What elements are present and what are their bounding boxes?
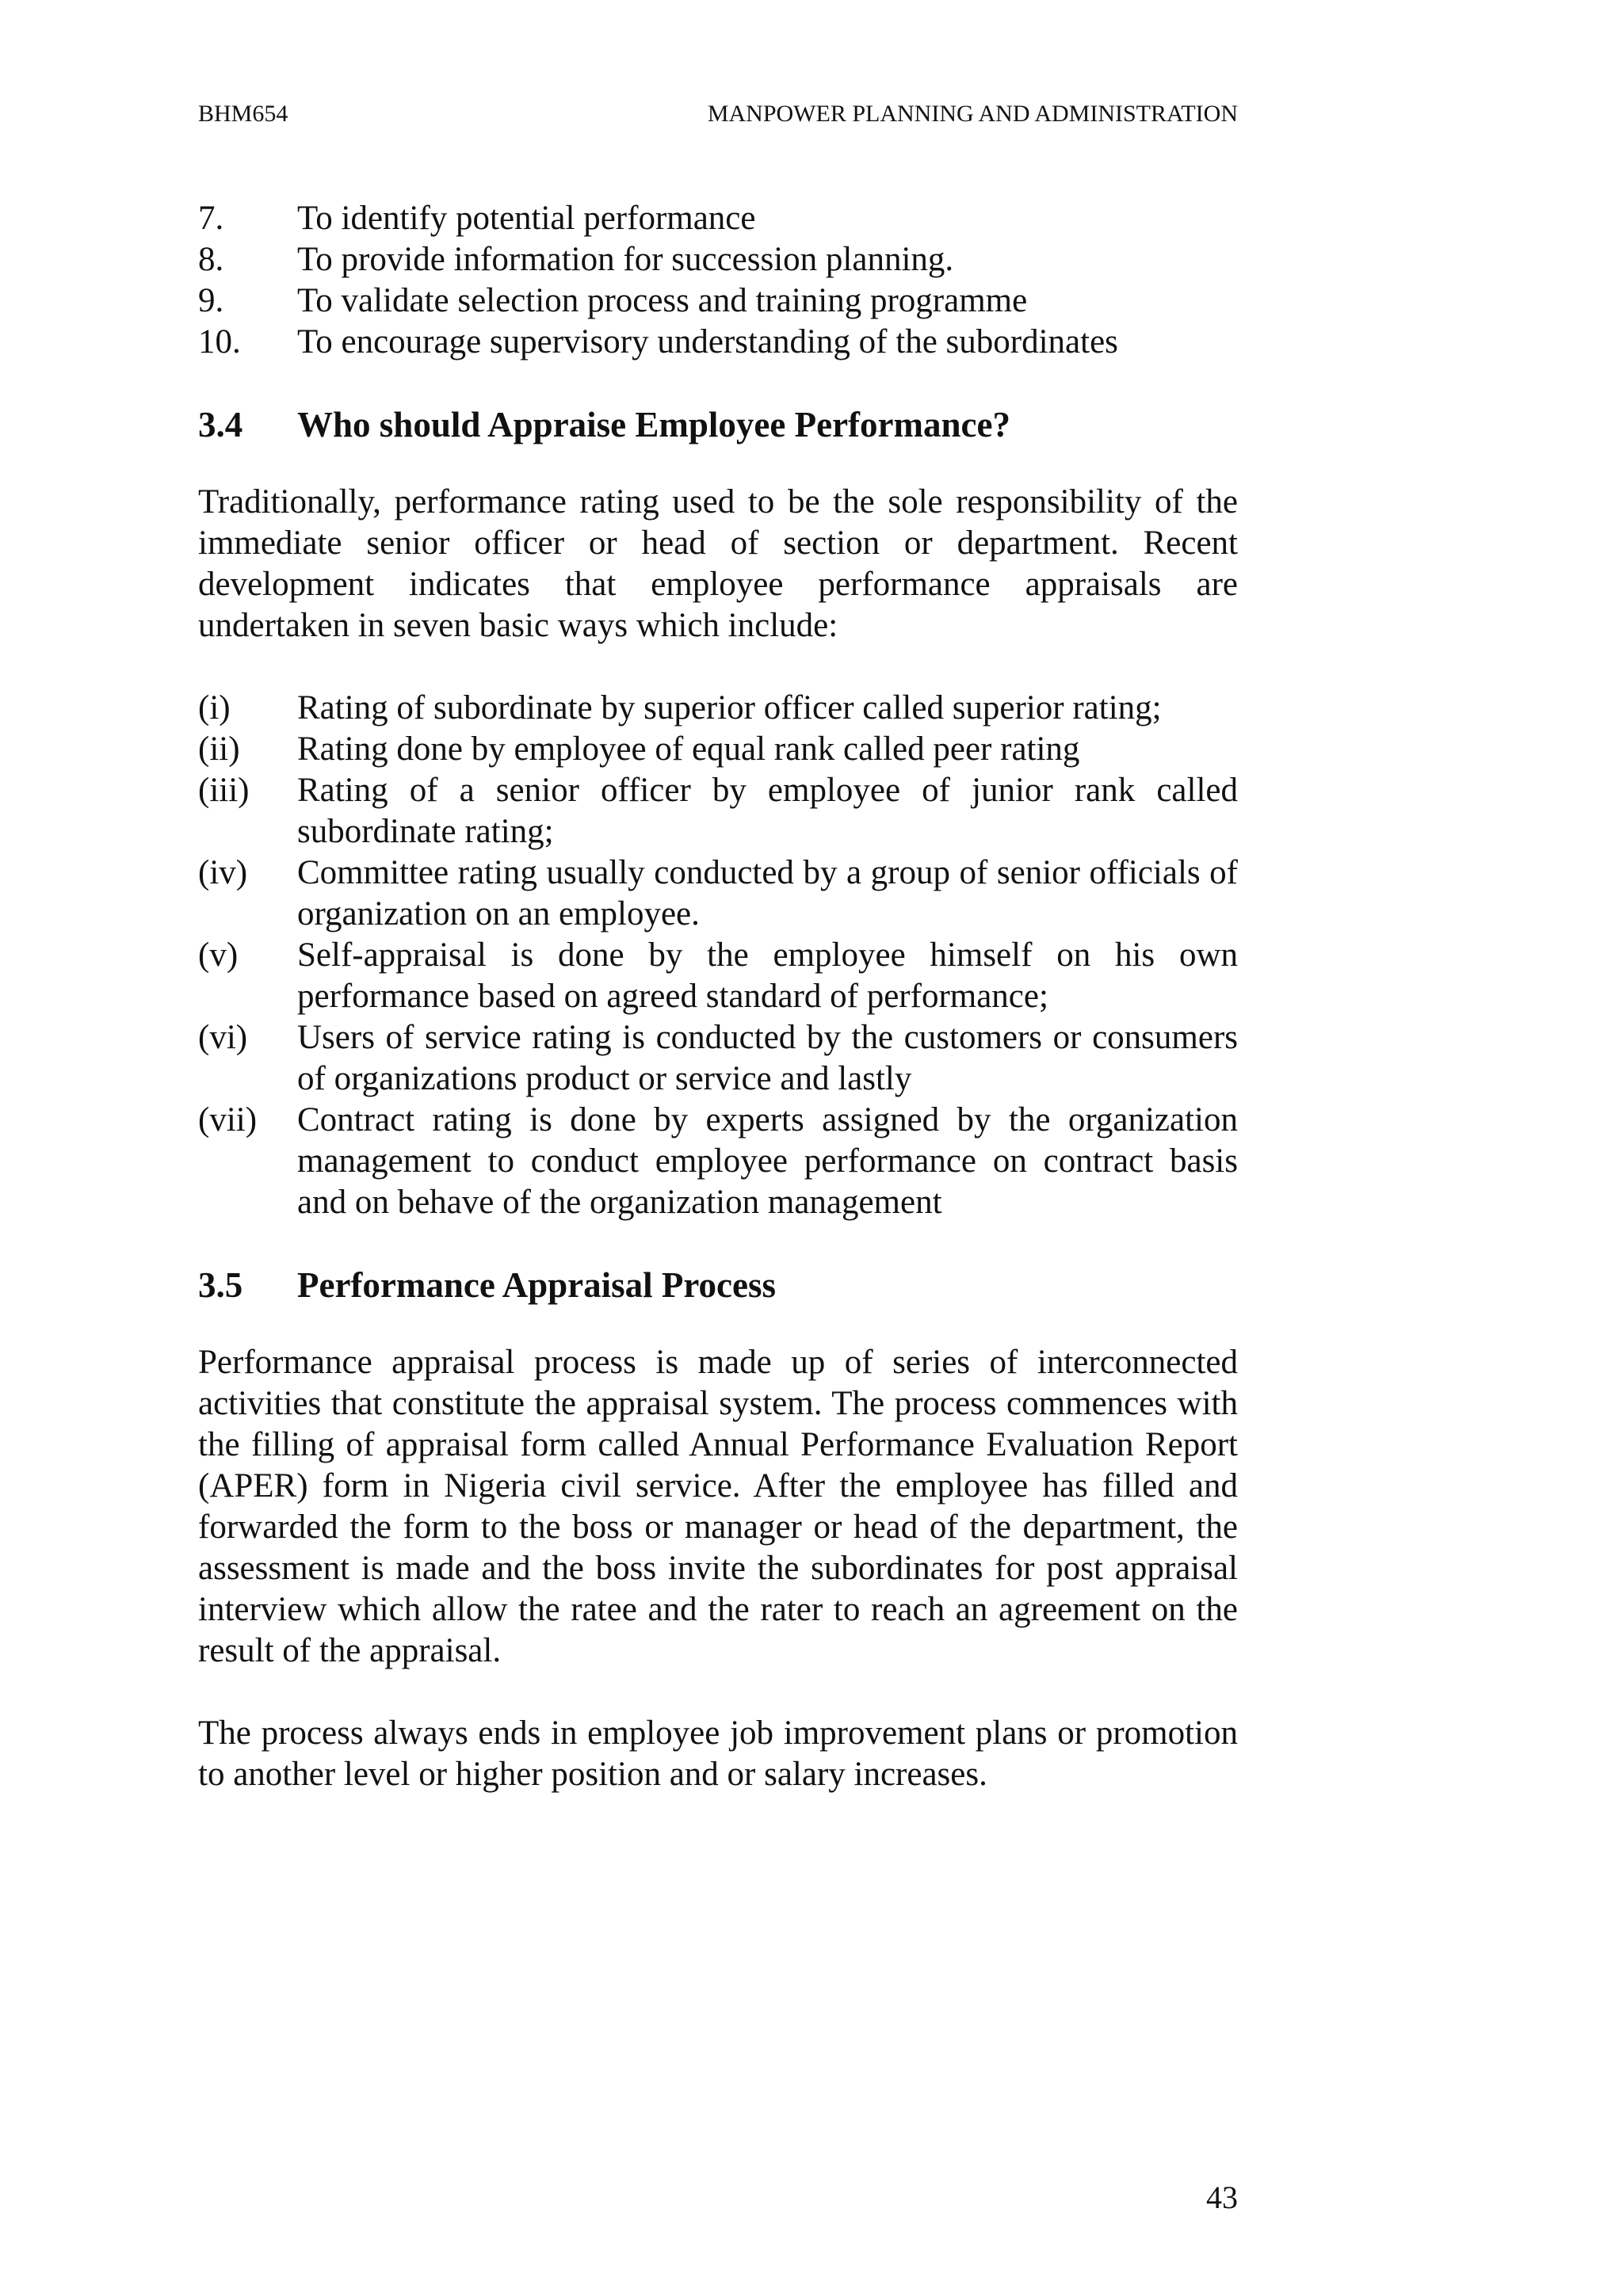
list-item-number: (iii): [198, 772, 250, 809]
section-number: 3.4: [198, 405, 243, 444]
section-number: 3.5: [198, 1265, 243, 1305]
list-item: [198, 322, 1238, 363]
list-item-text: Self-appraisal is done by the employee himself on his own performance based on agreed standard of performance;: [297, 936, 1238, 1015]
list-item: [198, 770, 1238, 852]
list-item-number: (vi): [198, 1019, 248, 1056]
list-item-number: (v): [198, 936, 239, 974]
list-item-text: Contract rating is done by experts assigned by the organization management to conduct employee performance on contract basis and on behave of the organization management: [297, 1101, 1238, 1221]
list-item-number: (vii): [198, 1101, 258, 1138]
process-paragraph-2: The process always ends in employee job improvement plans or promotion to another level or higher position and or salary increases.: [198, 1714, 1238, 1793]
list-item-number: 9.: [198, 282, 224, 319]
list-item-number: 8.: [198, 241, 224, 278]
objectives-list: [198, 198, 1238, 363]
section-heading-3-4: [198, 402, 1238, 447]
list-item-text: Rating of subordinate by superior officer called superior rating;: [297, 689, 1162, 727]
list-item-text: Rating of a senior officer by employee of junior rank called subordinate rating;: [297, 772, 1238, 850]
list-item: [198, 935, 1238, 1017]
list-item-number: 10.: [198, 323, 241, 360]
course-code: BHM654: [198, 101, 288, 127]
list-item-text: To identify potential performance: [297, 200, 756, 237]
process-paragraph-1: Performance appraisal process is made up of series of interconnected activities that constitute the appraisal system. The process commences with the filling of appraisal form called Annual Performance Evaluation Report (APER) form in Nigeria civil service. After the employee has filled and forwarded the form to the boss or manager or head of the department, the assessment is made and the boss invite the subordinates for post appraisal interview which allow the ratee and the rater to reach an agreement on the result of the appraisal.: [198, 1344, 1238, 1669]
list-item: [198, 1017, 1238, 1100]
appraisal-methods-list: [198, 688, 1238, 1223]
list-item-text: To encourage supervisory understanding of the subordinates: [297, 323, 1118, 360]
page-number: 43: [1206, 2180, 1238, 2215]
list-item: [198, 729, 1238, 770]
list-item-number: (iv): [198, 854, 248, 891]
list-item: [198, 852, 1238, 935]
page-content: [198, 198, 1238, 1795]
list-item-text: Users of service rating is conducted by the customers or consumers of organizations product or service and lastly: [297, 1019, 1238, 1097]
list-item: [198, 688, 1238, 729]
list-item-number: (ii): [198, 730, 240, 768]
course-title: MANPOWER PLANNING AND ADMINISTRATION: [707, 101, 1238, 127]
list-item-number: (i): [198, 689, 231, 727]
list-item-text: To provide information for succession planning.: [297, 241, 954, 278]
list-item-text: Committee rating usually conducted by a group of senior officials of organization on an employee.: [297, 854, 1238, 933]
list-item-text: Rating done by employee of equal rank called peer rating: [297, 730, 1080, 768]
section-intro-paragraph: Traditionally, performance rating used to be the sole responsibility of the immediate senior officer or head of section or department. Recent development indicates that employee performance appraisals are undertaken in seven basic ways which include:: [198, 483, 1238, 644]
list-item: [198, 1100, 1238, 1223]
list-item-number: 7.: [198, 200, 224, 237]
list-item: [198, 198, 1238, 239]
list-item: [198, 280, 1238, 322]
list-item: [198, 239, 1238, 280]
section-title: Who should Appraise Employee Performance?: [297, 405, 1010, 444]
list-item-text: To validate selection process and training programme: [297, 282, 1028, 319]
section-heading-3-5: [198, 1263, 1238, 1307]
section-title: Performance Appraisal Process: [297, 1265, 777, 1305]
